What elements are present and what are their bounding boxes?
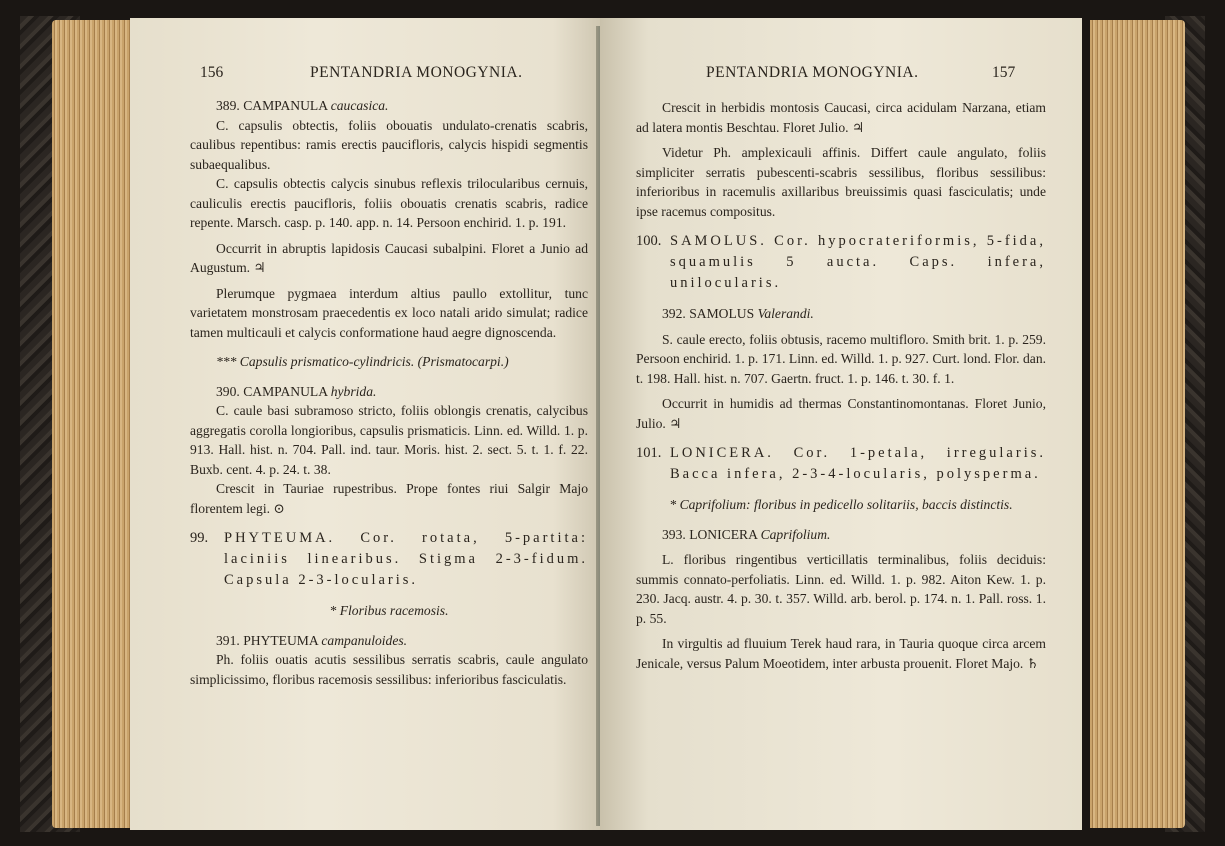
left-page-text xyxy=(190,96,588,689)
species-392-description: S. caule erecto, foliis obtusis, racemo multifloro. Smith brit. 1. p. 259. Persoon enchirid. 1. p. 171. Linn. ed. Willd. 1. p. 927. Curt. lond. Flor. dan. t. 198. Hall. hist. n. 707. Gaertn. fruct. 1. p. 146. t. 30. f. 1. xyxy=(636,331,1047,386)
right-page-number: 157 xyxy=(992,64,1016,81)
species-391-title: 391. PHYTEUMA campanuloides. xyxy=(216,632,408,648)
right-page xyxy=(600,18,1082,830)
species-390-title: 390. CAMPANULA hybrida. xyxy=(216,383,377,399)
left-page-number: 156 xyxy=(200,64,224,81)
species-393-description: L. floribus ringentibus verticillatis terminalibus, foliis deciduis: summis connato-perfoliatis. Linn. ed. Willd. 1. p. 982. Aiton Kew. 1. p. 230. Jacq. austr. 4. p. 30. t. 357. Willd. arb. berol. p. 174. n. 1. Pall. ross. 1. p. 55. xyxy=(636,552,1046,626)
genus-101-subsection: * Caprifolium: floribus in pedicello solitariis, baccis distinctis. xyxy=(669,497,1013,512)
species-389-note: Plerumque pygmaea interdum altius paullo extollitur, tunc varietatem monstrosam praecedentis ex loco natali arido simulat; radice tamen multicauli et calycis conformatione haud aegre dignoscenda. xyxy=(190,285,588,340)
species-392-habitat: Occurrit in humidis ad thermas Constantinomontanas. Floret Junio, Julio. ♃ xyxy=(636,396,1046,431)
genus-101-lonicera: 101. LONICERA. Cor. 1-petala, irregularis. Bacca infera, 2-3-4-locularis, polysperma. xyxy=(636,445,1046,482)
species-393-title: 393. LONICERA Caprifolium. xyxy=(662,526,831,542)
page-edges-right xyxy=(1090,20,1185,828)
right-running-head: PENTANDRIA MONOGYNIA. xyxy=(706,64,919,81)
species-389-habitat: Occurrit in abruptis lapidosis Caucasi subalpini. Floret a Junio ad Augustum. ♃ xyxy=(190,240,588,275)
species-391-habitat: Crescit in herbidis montosis Caucasi, circa acidulam Narzana, etiam ad latera montis Beschtau. Floret Julio. ♃ xyxy=(636,100,1046,135)
left-running-head: PENTANDRIA MONOGYNIA. xyxy=(310,64,523,81)
open-book xyxy=(20,16,1205,832)
genus-99-subsection: * Floribus racemosis. xyxy=(329,603,449,618)
right-page-text xyxy=(636,98,1046,673)
species-393-habitat: In virgultis ad fluuium Terek haud rara, in Tauria quoque circa arcem Jenicale, versus Palum Moeotidem, inter arbusta prouenit. Floret Majo. ♄ xyxy=(636,636,1046,671)
subsection-heading: *** Capsulis prismatico-cylindricis. (Prismatocarpi.) xyxy=(216,354,509,369)
species-391-note: Videtur Ph. amplexicauli affinis. Differt caule angulato, foliis simpliciter serratis pubescenti-scabris sessilibus, floribus sessilibus: inferioribus in racemulis axillaribus breuissimis quasi fasciculatis; unde ipse racemus compositus. xyxy=(636,145,1046,219)
species-391-description: Ph. foliis ouatis acutis sessilibus serratis scabris, caule angulato simplicissimo, floribus racemosis sessilibus: inferioribus fasciculatis. xyxy=(190,652,588,687)
species-390-habitat: Crescit in Tauriae rupestribus. Prope fontes riui Salgir Majo florentem legi. ⊙ xyxy=(190,481,588,516)
genus-99-phyteuma: 99. PHYTEUMA. Cor. rotata, 5-partita: laciniis linearibus. Stigma 2-3-fidum. Capsula 2-3-locularis. xyxy=(190,530,588,588)
species-389-synonym: C. capsulis obtectis calycis sinubus reflexis trilocularibus cernuis, cauliculis erectis paucifloris, foliis obouatis crenatis scabris, radice repente. Marsch. casp. p. 140. app. n. 14. Persoon enchirid. 1. p. 191. xyxy=(190,176,588,230)
left-page xyxy=(130,18,600,830)
species-392-title: 392. SAMOLUS Valerandi. xyxy=(662,306,814,321)
species-389-title: 389. CAMPANULA caucasica. xyxy=(216,98,389,113)
genus-100-samolus: 100. SAMOLUS. Cor. hypocrateriformis, 5-fida, squamulis 5 aucta. Caps. infera, unilocularis. xyxy=(636,233,1046,291)
species-389-description: C. capsulis obtectis, foliis obouatis undulato-crenatis scabris, caulibus repentibus: ramis erectis paucifloris, calycis hispidi segmentis subaequalibus. xyxy=(190,117,588,172)
species-390-description: C. caule basi subramoso stricto, foliis oblongis crenatis, calycibus aggregatis corolla longioribus, capsulis prismaticis. Linn. ed. Willd. 1. p. 913. Hall. hist. n. 704. Pall. ind. taur. Moris. hist. 2. sect. 5. t. 1. f. 22. Buxb. cent. 4. p. 24. t. 38. xyxy=(190,403,588,477)
